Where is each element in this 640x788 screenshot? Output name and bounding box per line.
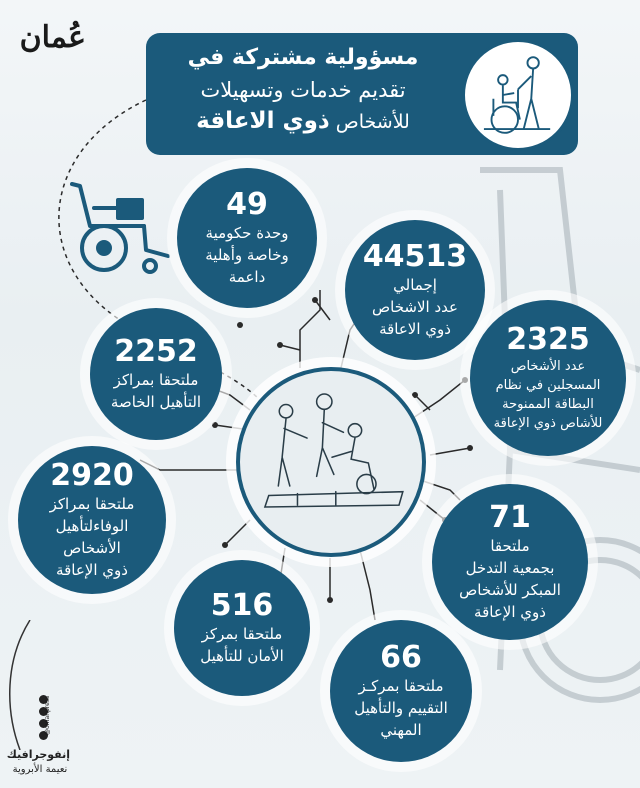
caregiver-wheelchair-illustration (462, 39, 574, 151)
stat-wafa-centers (18, 446, 166, 594)
stat-vocational-center (330, 620, 472, 762)
social-handle: @omanpress (44, 695, 51, 735)
credit (6, 748, 70, 777)
stat-private-rehab (90, 308, 222, 440)
stat-label: ملتحقا بمركـز التقييم والتأهيل المهني (354, 677, 448, 739)
header-line-2: تقديم خدمات وتسهيلات (200, 78, 406, 102)
stat-label: إجمالي عدد الاشخاص ذوي الاعاقة (372, 276, 458, 338)
stat-number: 2252 (114, 334, 198, 369)
care-group-icon (240, 371, 422, 553)
stat-number: 516 (210, 588, 274, 623)
stat-number: 66 (380, 640, 422, 675)
header-line-3-prefix: للأشخاص (335, 111, 410, 133)
stat-number: 49 (226, 187, 268, 222)
caregiver-icon (465, 42, 571, 148)
stat-registered-card (470, 300, 626, 456)
stat-support-units (177, 168, 317, 308)
stat-label: ملتحقا بجمعية التدخل المبكر للأشخاص ذوي الإعاقة (459, 537, 561, 621)
credit-line-1: إنفوجرافيك (6, 748, 70, 761)
wheelchair-icon (64, 180, 180, 276)
header-line-1: مسؤولية مشتركة في (187, 45, 419, 70)
logo-text: عُمان (19, 20, 86, 55)
stat-label: ملتحقا بمراكز التأهيل الخاصة (110, 371, 202, 411)
stat-number: 71 (489, 500, 531, 535)
header-banner (146, 33, 578, 155)
header-line-3-bold: ذوي الاعاقة (196, 108, 330, 134)
header-title (148, 41, 458, 138)
stat-label: ملتحقا بمركز الأمان للتأهيل (200, 625, 284, 665)
stat-label: وحدة حكومية وخاصة وأهلية داعمة (205, 224, 289, 286)
center-illustration (236, 367, 426, 557)
stat-aman-center (174, 560, 310, 696)
stat-early-intervention (432, 484, 588, 640)
stat-number: 2920 (50, 458, 134, 493)
stat-number: 44513 (362, 239, 468, 274)
stat-number: 2325 (506, 322, 590, 357)
stat-label: عدد الأشخاص المسجلين في نظام البطاقة الممنوحة للأشاص ذوي الإعاقة (493, 359, 603, 431)
header-line-3 (148, 105, 458, 138)
stat-total-disabled (345, 220, 485, 360)
credit-line-2: نعيمة الأبروية (12, 764, 68, 775)
stat-label: ملتحقا بمراكز الوفاءلتأهيل الأشخاص ذوي الإعاقة (49, 495, 135, 579)
